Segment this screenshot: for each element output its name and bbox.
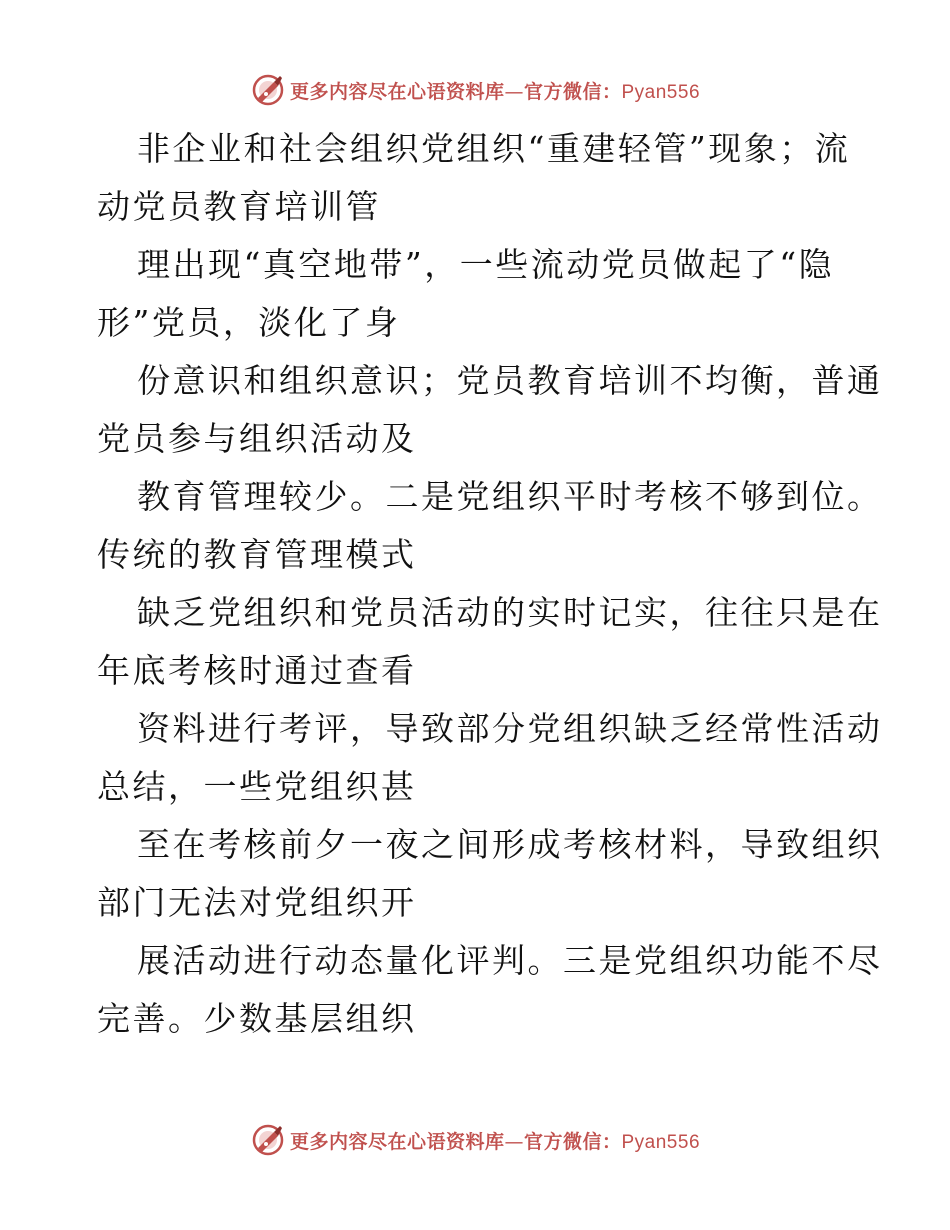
paragraph-3 [97, 352, 883, 468]
footer-wechat-id: Pyan556 [621, 1131, 701, 1153]
paragraph-line: 份意识和组织意识；党员教育培训不均衡，普通 [137, 361, 883, 400]
paragraph-2 [97, 236, 857, 352]
paragraph-line: 部门无法对党组织开 [97, 883, 417, 922]
header-banner-text [290, 77, 700, 104]
header-site-text: 更多内容尽在心语资料库 [289, 80, 505, 103]
paragraph-line: 传统的教育管理模式 [97, 535, 417, 574]
paragraph-line: 总结，一些党组织甚 [97, 767, 417, 806]
footer-banner [0, 1120, 950, 1160]
paragraph-6 [97, 700, 883, 816]
footer-banner-text [290, 1127, 700, 1154]
footer-site-text: 更多内容尽在心语资料库 [289, 1130, 505, 1153]
paragraph-line: 形”党员，淡化了身 [97, 303, 401, 342]
header-wechat-label: 官方微信： [523, 80, 622, 103]
paragraph-line: 年底考核时通过查看 [97, 651, 417, 690]
paragraph-7 [97, 816, 883, 932]
paragraph-line: 至在考核前夕一夜之间形成考核材料，导致组织 [137, 825, 883, 864]
footer-wechat-label: 官方微信： [523, 1130, 622, 1153]
paragraph-line: 完善。少数基层组织 [97, 999, 417, 1038]
header-separator: — [504, 80, 524, 103]
pen-nib-logo-icon [250, 72, 286, 108]
paragraph-4 [97, 468, 883, 584]
pen-nib-logo-icon [250, 1122, 286, 1158]
paragraph-line: 党员参与组织活动及 [97, 419, 417, 458]
header-wechat-id: Pyan556 [621, 81, 701, 103]
paragraph-line: 非企业和社会组织党组织“重建轻管”现象；流 [137, 129, 851, 168]
document-body [97, 120, 883, 1048]
header-banner [0, 70, 950, 110]
paragraph-line: 资料进行考评，导致部分党组织缺乏经常性活动 [137, 709, 883, 748]
paragraph-line: 理出现“真空地带”，一些流动党员做起了“隐 [137, 245, 835, 284]
paragraph-line: 动党员教育培训管 [97, 187, 381, 226]
paragraph-line: 展活动进行动态量化评判。三是党组织功能不尽 [137, 941, 883, 980]
paragraph-5 [97, 584, 883, 700]
paragraph-8 [97, 932, 883, 1048]
paragraph-line: 教育管理较少。二是党组织平时考核不够到位。 [137, 477, 883, 516]
footer-separator: — [504, 1130, 524, 1153]
paragraph-line: 缺乏党组织和党员活动的实时记实，往往只是在 [137, 593, 883, 632]
paragraph-1 [97, 120, 857, 236]
